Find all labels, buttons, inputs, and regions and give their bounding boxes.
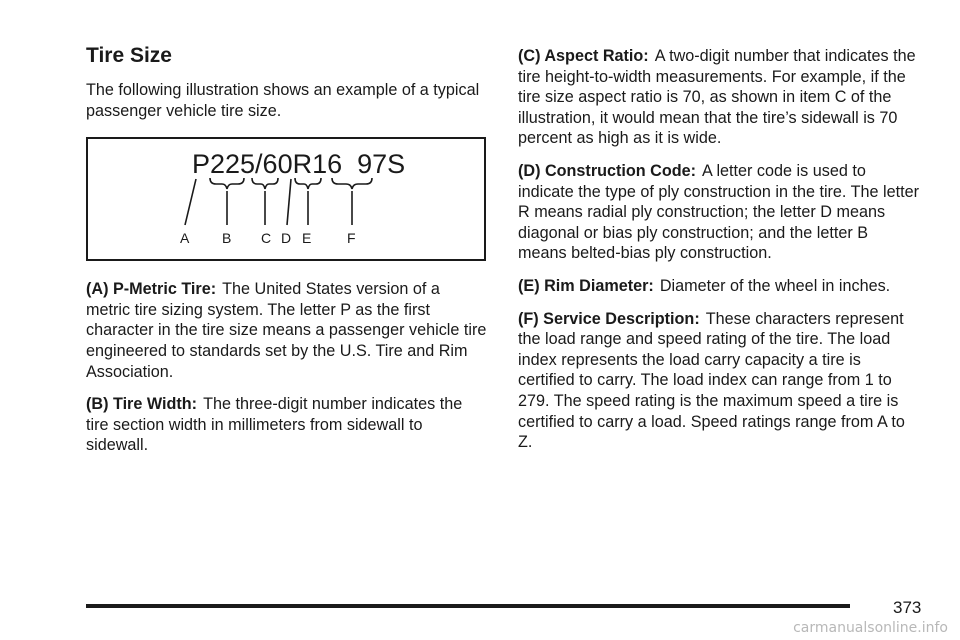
term-label: (F) Service Description: [518,309,700,328]
section-heading: Tire Size [86,44,172,67]
tire-size-illustration [86,137,486,261]
intro-paragraph: The following illustration shows an example of a typical passenger vehicle tire size. [86,81,480,120]
term-text: A two-digit number that indicates the tire height-to-width measurements. For example, if the tire size aspect ratio is 70, as shown in item C of the illustration, it would mean that the tire’s sidewall is 70 percent as high as it is wide. [518,47,916,148]
label-f: F [347,230,356,247]
brace-c [252,178,278,189]
term-label: (A) P-Metric Tire: [86,280,217,299]
label-d: D [281,230,292,247]
section-tire-width [86,394,488,456]
term-label: (E) Rim Diameter: [518,276,654,295]
footer-rule [86,604,850,608]
label-e: E [302,230,312,247]
label-c: C [261,230,272,247]
section-p-metric [86,279,488,382]
leader-d [287,179,291,225]
term-text: The United States version of a metric tire sizing system. The letter P as the first character in the tire size means a passenger vehicle tire engineered to standards set by the U.S. Tire and Rim Association. [86,280,487,381]
watermark-text: carmanualsonline.info [793,620,948,636]
term-label: (C) Aspect Ratio: [518,47,649,65]
tire-size-code: P225/60R16 97S [192,149,406,180]
brace-b [210,178,244,189]
left-column [86,42,488,468]
brace-e [295,178,321,189]
term-text: Diameter of the wheel in inches. [659,276,891,295]
leader-a [185,179,196,225]
term-text: These characters represent the load range and speed rating of the tire. The load index represents the load carry capacity a tire is certified to carry. The load index can range from 1 to 279. The speed rating is the maximum speed a tire is certified to carry a load. Speed ratings range from A to Z. [518,309,905,452]
label-a: A [180,230,190,247]
section-rim-diameter [518,276,920,297]
section-service-description [518,309,920,453]
term-label: (B) Tire Width: [86,395,198,414]
term-text: A letter code is used to indicate the type of ply construction in the tire. The letter R means radial ply construction; the letter D means diagonal or bias ply construction; and the letter B means belted-bias ply construction. [518,161,920,263]
label-b: B [222,230,232,247]
section-aspect-ratio [518,46,920,149]
tire-size-diagram [88,139,484,259]
page-number: 373 [893,598,922,617]
term-text: The three-digit number indicates the tire section width in millimeters from sidewall to sidewall. [86,395,463,455]
section-construction-code [518,161,920,264]
right-column [518,46,920,465]
term-label: (D) Construction Code: [518,161,697,180]
brace-f [332,178,372,189]
